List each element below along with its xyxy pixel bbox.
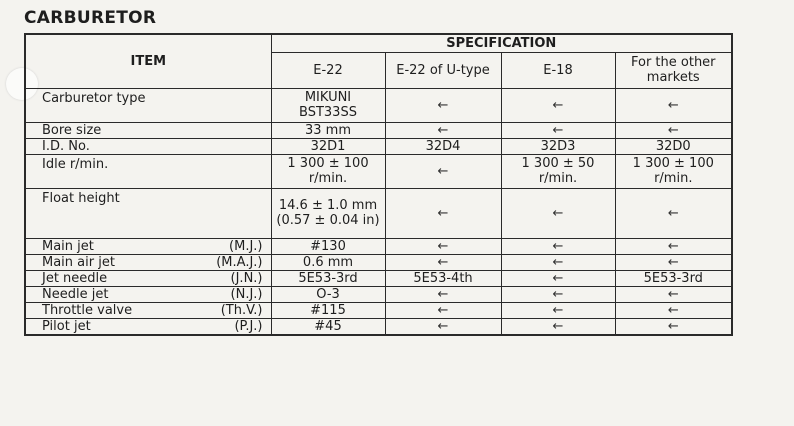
cell: 14.6 ± 1.0 mm (0.57 ± 0.04 in) (271, 188, 385, 238)
cell: ← (501, 254, 615, 270)
specification-header: SPECIFICATION (271, 34, 732, 52)
cell: 32D0 (615, 138, 732, 154)
cell: MIKUNI BST33SS (271, 88, 385, 122)
row-label (25, 188, 271, 238)
row-label-text: Jet needle (42, 270, 108, 286)
row-label (25, 270, 271, 286)
cell: 1 300 ± 100 r/min. (271, 154, 385, 188)
table-row (25, 138, 732, 154)
cell: 5E53-3rd (615, 270, 732, 286)
col-header-e22-utype: E-22 of U-type (385, 52, 501, 88)
item-header: ITEM (25, 34, 271, 88)
cell: ← (615, 122, 732, 138)
cell: ← (385, 154, 501, 188)
cell: ← (385, 122, 501, 138)
row-abbr: (N.J.) (230, 286, 263, 302)
table-row (25, 254, 732, 270)
table-row (25, 302, 732, 318)
row-label-text: Bore size (42, 122, 102, 138)
col-header-other-markets: For the other markets (615, 52, 732, 88)
row-label (25, 138, 271, 154)
table-row (25, 318, 732, 335)
cell: #130 (271, 238, 385, 254)
page-title: CARBURETOR (24, 8, 157, 28)
table-row (25, 88, 732, 122)
col-header-e22: E-22 (271, 52, 385, 88)
cell: ← (385, 188, 501, 238)
cell: ← (385, 286, 501, 302)
cell: ← (501, 318, 615, 335)
cell: ← (501, 88, 615, 122)
cell: ← (615, 188, 732, 238)
cell: 33 mm (271, 122, 385, 138)
cell: O-3 (271, 286, 385, 302)
table-row (25, 286, 732, 302)
row-label-text: Main air jet (42, 254, 115, 270)
row-label (25, 318, 271, 335)
row-label (25, 286, 271, 302)
cell: 32D1 (271, 138, 385, 154)
spec-table (24, 33, 733, 336)
cell: ← (385, 254, 501, 270)
cell: ← (385, 88, 501, 122)
cell: 32D4 (385, 138, 501, 154)
cell: ← (615, 254, 732, 270)
row-abbr: (P.J.) (234, 318, 263, 334)
row-abbr: (J.N.) (230, 270, 263, 286)
cell: ← (615, 88, 732, 122)
row-label-text: I.D. No. (42, 138, 90, 154)
row-label (25, 154, 271, 188)
row-abbr: (M.A.J.) (216, 254, 263, 270)
row-label (25, 254, 271, 270)
cell: ← (385, 238, 501, 254)
table-row (25, 270, 732, 286)
row-label-text: Pilot jet (42, 318, 91, 334)
cell: ← (615, 238, 732, 254)
row-label (25, 122, 271, 138)
row-label-text: Needle jet (42, 286, 109, 302)
cell: ← (501, 270, 615, 286)
row-label-text: Float height (42, 190, 120, 206)
cell: 1 300 ± 100 r/min. (615, 154, 732, 188)
cell: 1 300 ± 50 r/min. (501, 154, 615, 188)
row-label-text: Throttle valve (42, 302, 133, 318)
table-row (25, 238, 732, 254)
table-row (25, 188, 732, 238)
cell: ← (501, 188, 615, 238)
row-label-text: Idle r/min. (42, 156, 109, 172)
cell: ← (615, 286, 732, 302)
header-row-1 (25, 34, 732, 52)
cell: ← (615, 302, 732, 318)
table-row (25, 122, 732, 138)
cell: 5E53-4th (385, 270, 501, 286)
cell: #115 (271, 302, 385, 318)
cell: ← (501, 238, 615, 254)
row-abbr: (Th.V.) (220, 302, 263, 318)
row-label-text: Main jet (42, 238, 94, 254)
row-label (25, 238, 271, 254)
cell: 0.6 mm (271, 254, 385, 270)
row-abbr: (M.J.) (229, 238, 263, 254)
cell: ← (501, 286, 615, 302)
cell: 32D3 (501, 138, 615, 154)
cell: ← (385, 302, 501, 318)
cell: #45 (271, 318, 385, 335)
col-header-e18: E-18 (501, 52, 615, 88)
cell: ← (385, 318, 501, 335)
row-label (25, 88, 271, 122)
row-label-text: Carburetor type (42, 90, 146, 106)
cell: ← (501, 122, 615, 138)
cell: ← (501, 302, 615, 318)
row-label (25, 302, 271, 318)
cell: 5E53-3rd (271, 270, 385, 286)
cell: ← (615, 318, 732, 335)
table-row (25, 154, 732, 188)
